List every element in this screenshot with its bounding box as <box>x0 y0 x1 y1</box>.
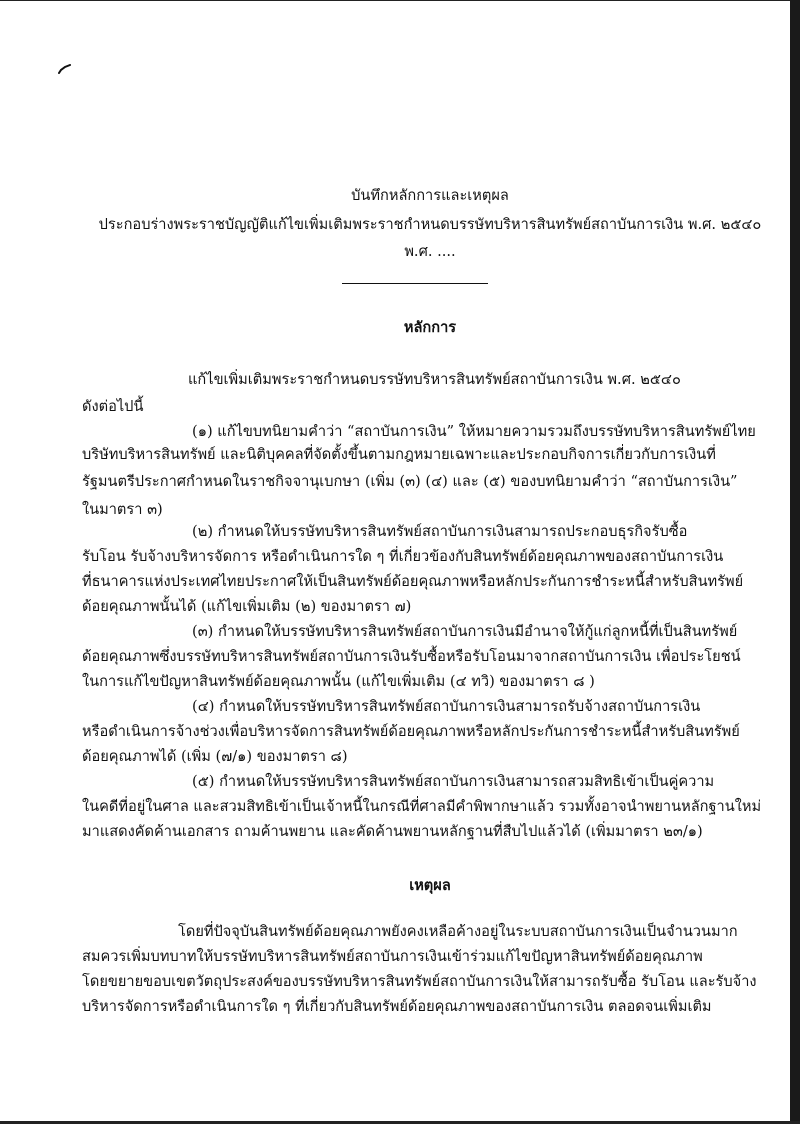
reason-line: สมควรเพิ่มบทบาทให้บรรษัทบริหารสินทรัพย์สถาบันการเงินเข้าร่วมแก้ไขปัญหาสินทรัพย์ด้อยคุณภาพ <box>82 948 703 965</box>
body-line: มาแสดงคัดค้านเอกสาร ถามค้านพยาน และคัดค้านพยานหลักฐานที่สืบไปแล้วได้ (เพิ่มมาตรา ๒๓/๑) <box>82 823 703 840</box>
document-title: บันทึกหลักการและเหตุผล <box>351 187 509 204</box>
body-line: (๕) กำหนดให้บรรษัทบริหารสินทรัพย์สถาบันการเงินสามารถสวมสิทธิเข้าเป็นคู่ความ <box>192 773 715 790</box>
body-line: (๑) แก้ไขบทนิยามคำว่า “สถาบันการเงิน” ให้หมายความรวมถึงบรรษัทบริหารสินทรัพย์ไทย <box>192 423 756 440</box>
body-line: (๒) กำหนดให้บรรษัทบริหารสินทรัพย์สถาบันการเงินสามารถประกอบธุรกิจรับซื้อ <box>192 523 688 540</box>
pen-mark-icon <box>58 64 72 74</box>
reason-line: บริหารจัดการหรือดำเนินการใด ๆ ที่เกี่ยวกับสินทรัพย์ด้อยคุณภาพของสถาบันการเงิน ตลอดจนเพิ่มเติม <box>82 998 712 1015</box>
body-line: (๓) กำหนดให้บรรษัทบริหารสินทรัพย์สถาบันการเงินมีอำนาจให้กู้แก่ลูกหนี้ที่เป็นสินทรัพย์ <box>192 623 738 640</box>
principle-intro: แก้ไขเพิ่มเติมพระราชกำหนดบรรษัทบริหารสินทรัพย์สถาบันการเงิน พ.ศ. ๒๕๔๐ <box>188 371 681 388</box>
body-line: ในคดีที่อยู่ในศาล และสวมสิทธิเข้าเป็นเจ้าหนี้ในกรณีที่ศาลมีคำพิพากษาแล้ว รวมทั้งอาจนำพยานหลักฐานใหม่ <box>82 798 762 815</box>
body-line: ในมาตรา ๓) <box>82 501 163 518</box>
document-subtitle-line2: พ.ศ. .... <box>404 243 456 260</box>
reason-line: โดยที่ปัจจุบันสินทรัพย์ด้อยคุณภาพยังคงเหลือค้างอยู่ในระบบสถาบันการเงินเป็นจำนวนมาก <box>178 923 738 940</box>
body-line: รัฐมนตรีประกาศกำหนดในราชกิจจานุเบกษา (เพิ่ม (๓) (๔) และ (๕) ของบทนิยามคำว่า “สถาบันการเงิน” <box>82 473 738 490</box>
body-line: หรือดำเนินการจ้างช่วงเพื่อบริหารจัดการสินทรัพย์ด้อยคุณภาพหรือหลักประกันการชำระหนี้สำหรับสินทรัพย์ <box>82 723 740 740</box>
body-line: บริษัทบริหารสินทรัพย์ และนิติบุคคลที่จัดตั้งขึ้นตามกฎหมายเฉพาะและประกอบกิจการเกี่ยวกับการเงินที่ <box>82 446 716 463</box>
body-line: ด้อยคุณภาพซึ่งบรรษัทบริหารสินทรัพย์สถาบันการเงินรับซื้อหรือรับโอนมาจากสถาบันการเงิน เพื่อประโยชน์ <box>82 648 741 665</box>
scan-top-edge <box>0 0 800 1</box>
scan-right-edge <box>790 0 800 1124</box>
body-line: รับโอน รับจ้างบริหารจัดการ หรือดำเนินการใด ๆ ที่เกี่ยวข้องกับสินทรัพย์ด้อยคุณภาพของสถาบันการเงิน <box>82 548 724 565</box>
body-line: ด้อยคุณภาพนั้นได้ (แก้ไขเพิ่มเติม (๒) ของมาตรา ๗) <box>82 598 412 615</box>
as-follows-label: ดังต่อไปนี้ <box>82 398 144 415</box>
reason-line: โดยขยายขอบเขตวัตถุประสงค์ของบรรษัทบริหารสินทรัพย์สถาบันการเงินให้สามารถรับซื้อ รับโอน และรับจ้าง <box>82 973 757 990</box>
body-line: ที่ธนาคารแห่งประเทศไทยประกาศให้เป็นสินทรัพย์ด้อยคุณภาพหรือหลักประกันการชำระหนี้สำหรับสินทรัพย์ <box>82 573 744 590</box>
title-divider <box>342 283 488 284</box>
document-subtitle-line1: ประกอบร่างพระราชบัญญัติแก้ไขเพิ่มเติมพระราชกำหนดบรรษัทบริหารสินทรัพย์สถาบันการเงิน พ.ศ. ๒๕๔๐ <box>98 216 762 233</box>
reason-heading: เหตุผล <box>409 877 451 894</box>
body-line: (๔) กำหนดให้บรรษัทบริหารสินทรัพย์สถาบันการเงินสามารถรับจ้างสถาบันการเงิน <box>192 698 701 715</box>
body-line: ด้อยคุณภาพได้ (เพิ่ม (๗/๑) ของมาตรา ๘) <box>82 748 348 765</box>
principle-heading: หลักการ <box>403 319 457 336</box>
body-line: ในการแก้ไขปัญหาสินทรัพย์ด้อยคุณภาพนั้น (แก้ไขเพิ่มเติม (๔ ทวิ) ของมาตรา ๘ ) <box>82 673 595 690</box>
